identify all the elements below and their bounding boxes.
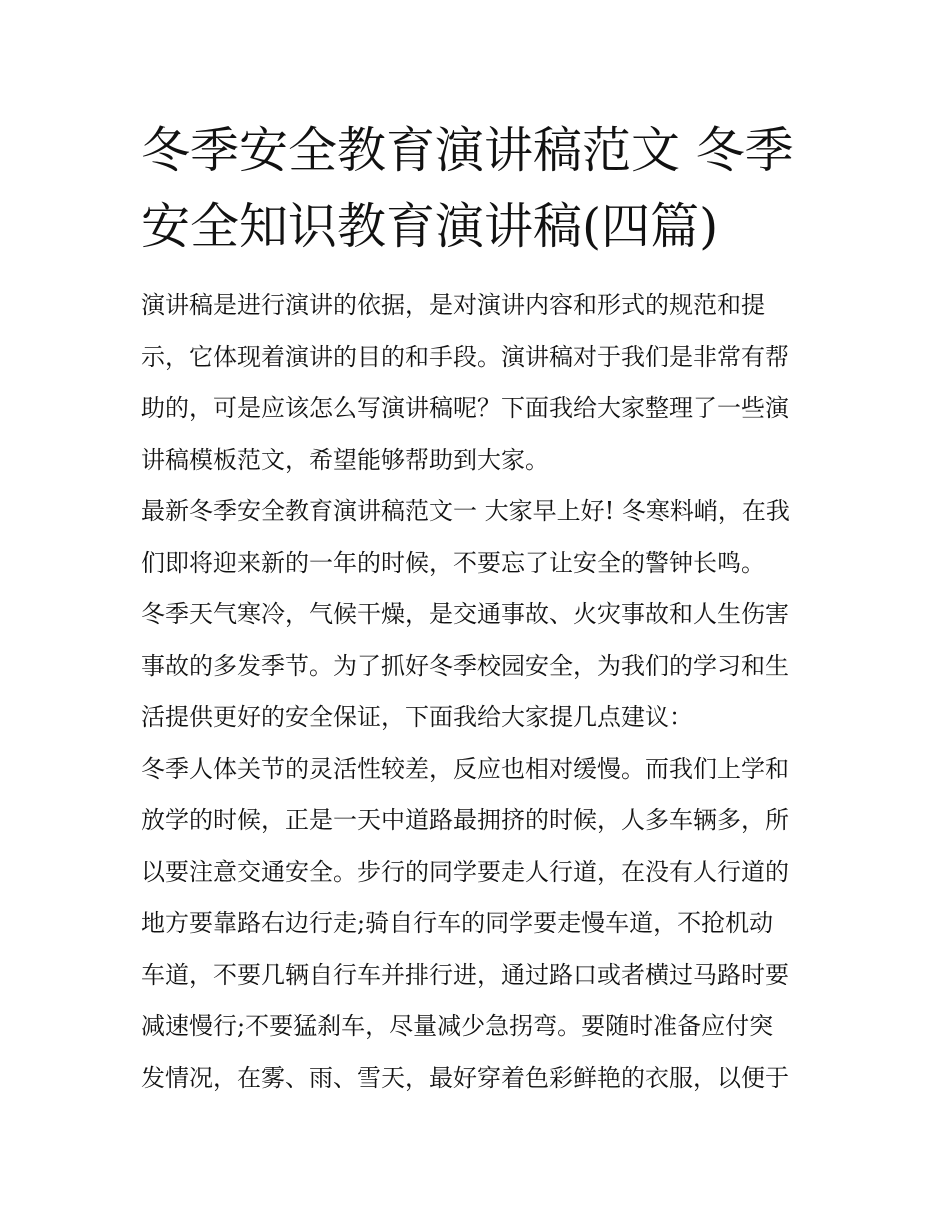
title-line: 冬季安全教育演讲稿范文 冬季: [141, 122, 794, 179]
document-title: [141, 113, 821, 265]
body-line: 地方要靠路右边行走;骑自行车的同学要走慢车道，不抢机动: [141, 909, 774, 937]
body-line: 减速慢行;不要猛刹车，尽量减少急拐弯。要随时准备应付突: [141, 1012, 774, 1040]
body-line: 最新冬季安全教育演讲稿范文一 大家早上好! 冬寒料峭，在我: [141, 497, 790, 525]
body-line: 发情况，在雾、雨、雪天，最好穿着色彩鲜艳的衣服，以便于: [141, 1063, 789, 1092]
body-line: 以要注意交通安全。步行的同学要走人行道，在没有人行道的: [141, 857, 789, 886]
body-line: 冬季天气寒冷，气候干燥，是交通事故、火灾事故和人生伤害: [141, 600, 789, 628]
body-line: 演讲稿是进行演讲的依据，是对演讲内容和形式的规范和提: [141, 291, 765, 319]
document-body: [141, 280, 821, 1104]
body-line: 活提供更好的安全保证，下面我给大家提几点建议：: [141, 703, 693, 731]
body-line: 放学的时候，正是一天中道路最拥挤的时候，人多车辆多，所: [141, 806, 789, 834]
title-line: 安全知识教育演讲稿(四篇): [141, 198, 719, 255]
body-line: 车道，不要几辆自行车并排行进，通过路口或者横过马路时要: [141, 960, 789, 989]
body-line: 冬季人体关节的灵活性较差，反应也相对缓慢。而我们上学和: [141, 754, 789, 783]
body-line: 事故的多发季节。为了抓好冬季校园安全，为我们的学习和生: [141, 651, 789, 680]
body-line: 示，它体现着演讲的目的和手段。演讲稿对于我们是非常有帮: [141, 342, 789, 371]
body-line: 们即将迎来新的一年的时候，不要忘了让安全的警钟长鸣。: [141, 548, 765, 577]
body-line: 讲稿模板范文，希望能够帮助到大家。: [141, 445, 549, 474]
body-line: 助的，可是应该怎么写演讲稿呢？下面我给大家整理了一些演: [141, 394, 789, 422]
